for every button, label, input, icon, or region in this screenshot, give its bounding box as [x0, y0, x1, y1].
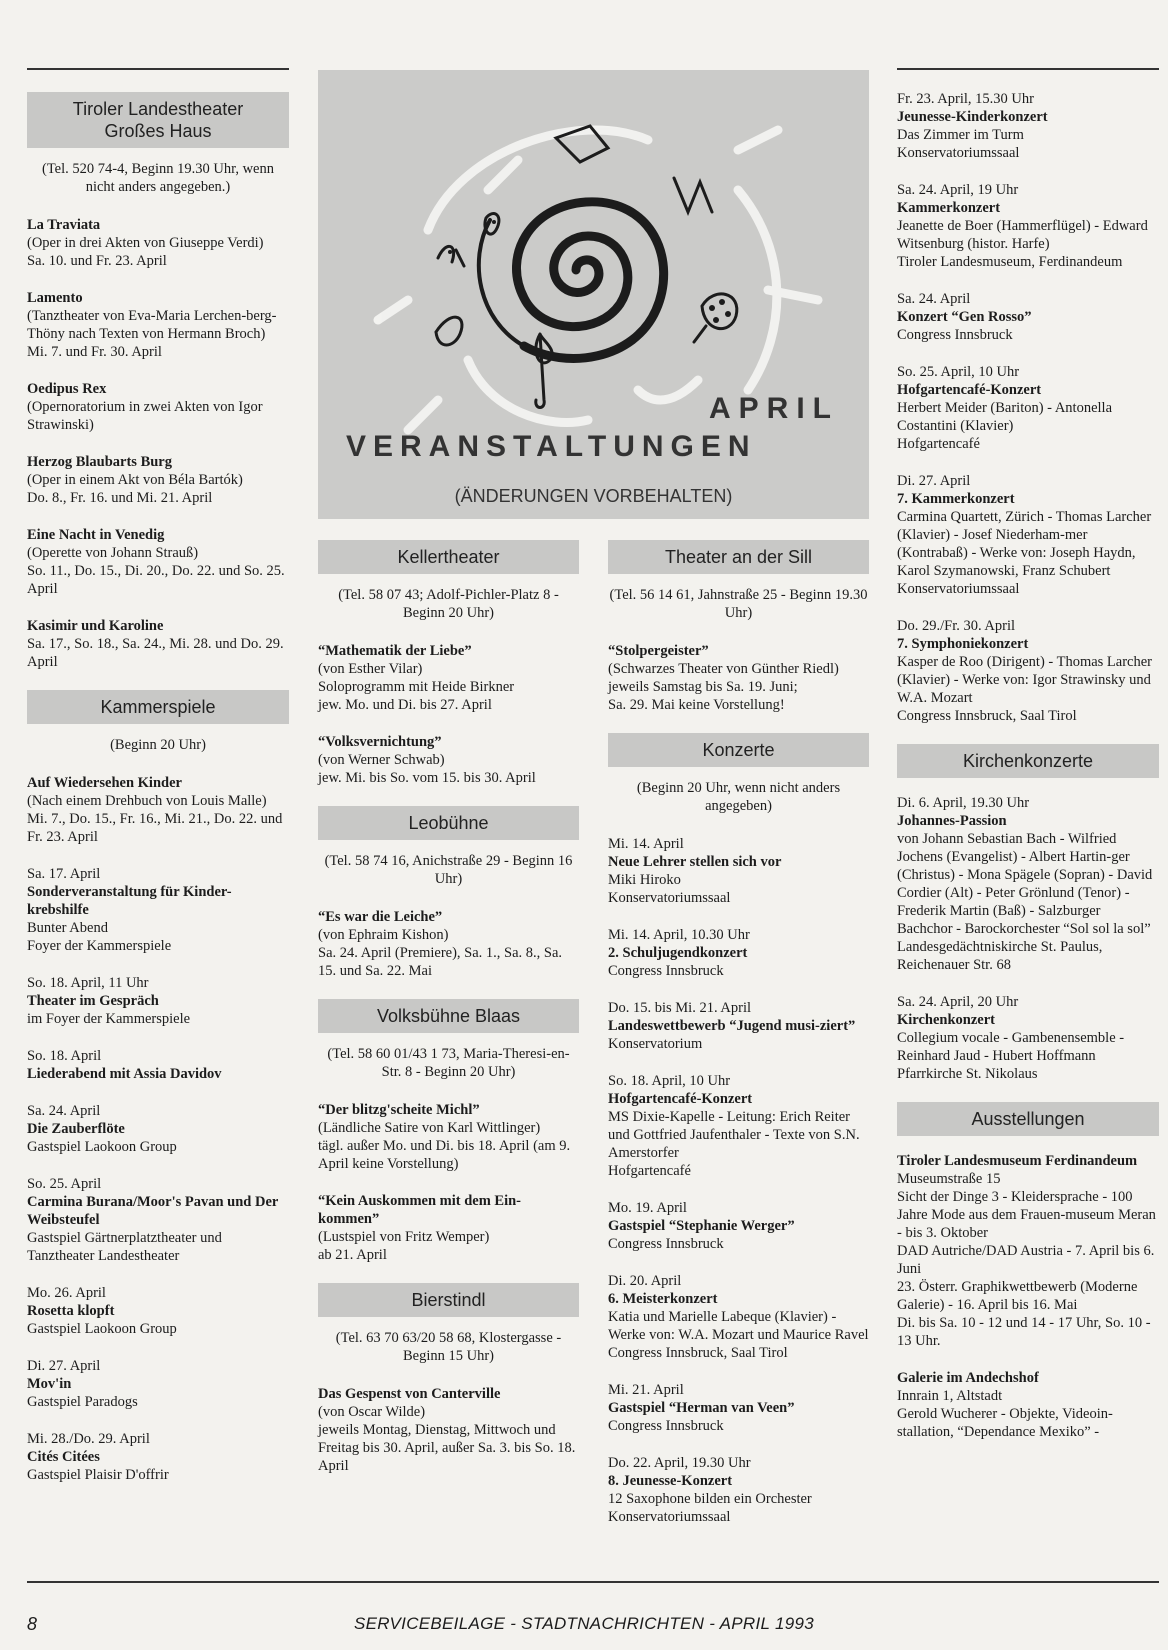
column-konzerte	[897, 90, 1159, 1460]
event-date: Sa. 17. April	[27, 866, 101, 882]
event-item	[897, 993, 1159, 1083]
event-title: Kasimir und Karoline	[27, 618, 164, 634]
event-detail: Hofgartencafé	[897, 436, 980, 452]
event-title: Kirchenkonzert	[897, 1012, 995, 1028]
event-detail: (von Esther Vilar)	[318, 661, 423, 677]
event-list	[318, 1385, 579, 1475]
section-header: Theater an der Sill	[608, 540, 869, 574]
section-header-kammerspiele: Kammerspiele	[27, 690, 289, 724]
event-title: Gastspiel “Stephanie Werger”	[608, 1218, 795, 1234]
event-date: Fr. 23. April, 15.30 Uhr	[897, 91, 1034, 107]
section-header-landestheater: Tiroler Landestheater Großes Haus	[27, 92, 289, 148]
section-header: Bierstindl	[318, 1283, 579, 1317]
event-list	[897, 90, 1159, 725]
event-detail: Konservatoriumssaal	[897, 581, 1020, 597]
event-item	[608, 642, 869, 714]
section-info: (Tel. 63 70 63/20 58 68, Klostergasse - Beginn 15 Uhr)	[335, 1330, 562, 1364]
event-title: Neue Lehrer stellen sich vor	[608, 854, 782, 870]
event-title: Liederabend mit Assia Davidov	[27, 1066, 222, 1082]
event-title: Landeswettbewerb “Jugend musi-ziert”	[608, 1018, 856, 1034]
event-detail: DAD Autriche/DAD Austria - 7. April bis 6. Juni	[897, 1243, 1155, 1277]
event-detail: ab 21. April	[318, 1247, 387, 1263]
event-detail: MS Dixie-Kapelle - Leitung: Erich Reiter und Gottfried Jaufenthaler - Texte von S.N. Amerstorfer	[608, 1109, 860, 1161]
event-detail: Sicht der Dinge 3 - Kleidersprache - 100 Jahre Mode aus dem Frauen-museum Meran - bis 3. Oktober	[897, 1189, 1156, 1241]
event-item	[27, 1430, 289, 1484]
event-list	[318, 1101, 579, 1264]
event-item	[27, 1284, 289, 1338]
event-date: So. 18. April, 11 Uhr	[27, 975, 149, 991]
section-info: (Tel. 58 60 01/43 1 73, Maria-Theresi-en-Str. 8 - Beginn 20 Uhr)	[327, 1046, 570, 1080]
event-date: Mi. 28./Do. 29. April	[27, 1431, 150, 1447]
event-detail: Congress Innsbruck	[608, 1418, 724, 1434]
event-title: Cités Citées	[27, 1449, 100, 1465]
event-detail: Pfarrkirche St. Nikolaus	[897, 1066, 1038, 1082]
event-item	[318, 1101, 579, 1173]
event-item	[897, 181, 1159, 271]
event-detail: Innrain 1, Altstadt	[897, 1388, 1003, 1404]
event-item	[897, 794, 1159, 974]
event-detail: 23. Österr. Graphikwettbewerb (Moderne Galerie) - 16. April bis 16. Mai	[897, 1279, 1138, 1313]
event-date: So. 18. April	[27, 1048, 102, 1064]
event-detail: jeweils Montag, Dienstag, Mittwoch und Freitag bis 30. April, außer Sa. 3. bis So. 18. April	[318, 1422, 576, 1474]
event-item	[897, 1152, 1159, 1350]
event-detail: (von Werner Schwab)	[318, 752, 445, 768]
event-detail: (Opernoratorium in zwei Akten von Igor Strawinski)	[27, 399, 263, 433]
event-detail: Das Zimmer im Turm	[897, 127, 1024, 143]
event-detail: Carmina Quartett, Zürich - Thomas Larcher (Klavier) - Josef Niederham-mer (Kontrabaß) - Werke von: Joseph Haydn, Karol Szymanowski, Franz Schubert	[897, 509, 1152, 579]
event-detail: Landesgedächtniskirche St. Paulus, Reichenauer Str. 68	[897, 939, 1103, 973]
top-rule-left	[27, 68, 289, 70]
section-info: (Tel. 56 14 61, Jahnstraße 25 - Beginn 19.30 Uhr)	[609, 587, 868, 621]
event-detail: Congress Innsbruck	[608, 1236, 724, 1252]
event-title: 7. Kammerkonzert	[897, 491, 1015, 507]
event-item	[608, 835, 869, 907]
event-detail: Do. 8., Fr. 16. und Mi. 21. April	[27, 490, 213, 506]
event-item	[608, 1272, 869, 1362]
event-detail: jeweils Samstag bis Sa. 19. Juni;	[608, 679, 798, 695]
event-detail: (Ländliche Satire von Karl Wittlinger)	[318, 1120, 541, 1136]
poster-artwork	[318, 70, 869, 519]
event-title: Herzog Blaubarts Burg	[27, 454, 172, 470]
event-detail: 12 Saxophone bilden ein Orchester	[608, 1491, 812, 1507]
event-item	[318, 1385, 579, 1475]
event-title: Auf Wiedersehen Kinder	[27, 775, 182, 791]
poster-title-veranstaltungen: VERANSTALTUNGEN	[346, 430, 757, 463]
event-item	[27, 774, 289, 846]
event-detail: Di. bis Sa. 10 - 12 und 14 - 17 Uhr, So. 10 - 13 Uhr.	[897, 1315, 1151, 1349]
event-item	[897, 90, 1159, 162]
event-item	[27, 216, 289, 270]
event-title: Oedipus Rex	[27, 381, 107, 397]
event-detail: Bunter Abend	[27, 920, 108, 936]
poster-title-april: APRIL	[709, 392, 839, 425]
section-header: Konzerte	[608, 733, 869, 767]
event-title: Eine Nacht in Venedig	[27, 527, 165, 543]
event-item	[608, 1199, 869, 1253]
event-date: Do. 29./Fr. 30. April	[897, 618, 1016, 634]
event-date: Di. 20. April	[608, 1273, 682, 1289]
event-list	[608, 835, 869, 1526]
event-detail: (Schwarzes Theater von Günther Riedl)	[608, 661, 839, 677]
column-theater-right	[608, 540, 869, 1545]
event-detail: Gerold Wucherer - Objekte, Videoin-stallation, “Dependance Mexiko” -	[897, 1406, 1113, 1440]
event-date: So. 25. April, 10 Uhr	[897, 364, 1020, 380]
event-list	[27, 216, 289, 671]
event-detail: (Oper in drei Akten von Giuseppe Verdi)	[27, 235, 264, 251]
event-date: Do. 22. April, 19.30 Uhr	[608, 1455, 751, 1471]
event-title: Jeunesse-Kinderkonzert	[897, 109, 1048, 125]
event-detail: Gastspiel Laokoon Group	[27, 1321, 177, 1337]
event-title: Galerie im Andechshof	[897, 1370, 1039, 1386]
event-title: 6. Meisterkonzert	[608, 1291, 718, 1307]
poster-subtitle: (ÄNDERUNGEN VORBEHALTEN)	[454, 486, 733, 506]
footer-title: SERVICEBEILAGE - STADTNACHRICHTEN - APRIL 1993	[353, 1614, 815, 1633]
event-detail: Sa. 29. Mai keine Vorstellung!	[608, 697, 785, 713]
event-item	[897, 472, 1159, 598]
event-detail: (Tanztheater von Eva-Maria Lerchen-berg-Thöny nach Texten von Hermann Broch)	[27, 308, 277, 342]
section-header: Leobühne	[318, 806, 579, 840]
event-detail: Mi. 7. und Fr. 30. April	[27, 344, 162, 360]
event-detail: Jeanette de Boer (Hammerflügel) - Edward Witsenburg (histor. Harfe)	[897, 218, 1148, 252]
event-item	[608, 1454, 869, 1526]
event-title: Rosetta klopft	[27, 1303, 115, 1319]
event-detail: Gastspiel Plaisir D'offrir	[27, 1467, 169, 1483]
section-header-ausstellungen: Ausstellungen	[897, 1102, 1159, 1136]
event-date: Sa. 24. April, 19 Uhr	[897, 182, 1019, 198]
event-title: “Der blitzg'scheite Michl”	[318, 1102, 480, 1118]
event-detail: Congress Innsbruck	[608, 963, 724, 979]
event-detail: (Lustspiel von Fritz Wemper)	[318, 1229, 490, 1245]
event-detail: Congress Innsbruck, Saal Tirol	[897, 708, 1077, 724]
event-item	[318, 908, 579, 980]
event-date: Sa. 24. April, 20 Uhr	[897, 994, 1019, 1010]
event-date: Do. 15. bis Mi. 21. April	[608, 1000, 751, 1016]
event-list	[608, 642, 869, 714]
event-item	[27, 974, 289, 1028]
page-number: 8	[27, 1614, 38, 1634]
event-item	[318, 733, 579, 787]
event-detail: (von Oscar Wilde)	[318, 1404, 426, 1420]
event-item	[27, 865, 289, 955]
event-title: “Volksvernichtung”	[318, 734, 442, 750]
event-title: 7. Symphoniekonzert	[897, 636, 1029, 652]
event-detail: Katia und Marielle Labeque (Klavier) - Werke von: W.A. Mozart und Maurice Ravel	[608, 1309, 869, 1343]
event-title: Die Zauberflöte	[27, 1121, 125, 1137]
event-title: La Traviata	[27, 217, 101, 233]
event-title: Tiroler Landesmuseum Ferdinandeum	[897, 1153, 1138, 1169]
event-title: Sonderveranstaltung für Kinder-krebshilfe	[27, 884, 232, 918]
event-item	[27, 617, 289, 671]
event-date: Mo. 19. April	[608, 1200, 687, 1216]
event-item	[318, 1192, 579, 1264]
bottom-rule	[27, 1581, 1159, 1583]
event-detail: Kasper de Roo (Dirigent) - Thomas Larcher (Klavier) - Werke von: Igor Strawinsky und W.A. Mozart	[897, 654, 1153, 706]
event-item	[608, 1072, 869, 1180]
event-item	[27, 289, 289, 361]
event-detail: tägl. außer Mo. und Di. bis 18. April (am 9. April keine Vorstellung)	[318, 1138, 571, 1172]
event-title: “Stolpergeister”	[608, 643, 709, 659]
event-detail: Sa. 10. und Fr. 23. April	[27, 253, 167, 269]
event-item	[27, 380, 289, 434]
section-info: (Beginn 20 Uhr, wenn nicht anders angegeben)	[636, 780, 841, 814]
event-detail: jew. Mi. bis So. vom 15. bis 30. April	[318, 770, 536, 786]
section-info: (Tel. 520 74-4, Beginn 19.30 Uhr, wenn nicht anders angegeben.)	[42, 161, 274, 195]
event-title: Mov'in	[27, 1376, 72, 1392]
event-item	[897, 1369, 1159, 1441]
event-date: Di. 27. April	[27, 1358, 101, 1374]
event-detail: Foyer der Kammerspiele	[27, 938, 172, 954]
event-title: 2. Schuljugendkonzert	[608, 945, 748, 961]
event-detail: Hofgartencafé	[608, 1163, 691, 1179]
event-item	[608, 926, 869, 980]
section-header: Kellertheater	[318, 540, 579, 574]
event-title: Konzert “Gen Rosso”	[897, 309, 1032, 325]
event-item	[608, 1381, 869, 1435]
section-info: (Tel. 58 74 16, Anichstraße 29 - Beginn 16 Uhr)	[324, 853, 573, 887]
column-theater-left	[318, 540, 579, 1494]
event-title: Hofgartencafé-Konzert	[897, 382, 1042, 398]
event-detail: Herbert Meider (Bariton) - Antonella Costantini (Klavier)	[897, 400, 1113, 434]
event-detail: Museumstraße 15	[897, 1171, 1001, 1187]
column-landestheater	[27, 92, 289, 1503]
event-detail: jew. Mo. und Di. bis 27. April	[318, 697, 492, 713]
event-detail: (Operette von Johann Strauß)	[27, 545, 199, 561]
event-item	[27, 1102, 289, 1156]
event-detail: von Johann Sebastian Bach - Wilfried Jochens (Evangelist) - Albert Hartin-ger (Christus) - Mona Spägele (Sopran) - David Cordier (Alt) - Peter Grönlund (Tenor) -Frederik Martin (Baß) - Salzburger Bachchor - Barockorchester “Sol sol la sol”	[897, 831, 1153, 937]
event-item	[27, 526, 289, 598]
event-item	[897, 617, 1159, 725]
event-title: “Mathematik der Liebe”	[318, 643, 472, 659]
event-detail: Konservatoriumssaal	[897, 145, 1020, 161]
event-date: Sa. 24. April	[27, 1103, 101, 1119]
event-item	[318, 642, 579, 714]
event-detail: Miki Hiroko	[608, 872, 681, 888]
event-list	[318, 642, 579, 787]
event-detail: Gastspiel Laokoon Group	[27, 1139, 177, 1155]
event-detail: Congress Innsbruck	[897, 327, 1013, 343]
event-title: Carmina Burana/Moor's Pavan und Der Weibsteufel	[27, 1194, 279, 1228]
event-item	[897, 363, 1159, 453]
event-date: So. 25. April	[27, 1176, 102, 1192]
event-detail: im Foyer der Kammerspiele	[27, 1011, 191, 1027]
event-date: Mo. 26. April	[27, 1285, 106, 1301]
event-detail: Congress Innsbruck, Saal Tirol	[608, 1345, 788, 1361]
event-title: Gastspiel “Herman van Veen”	[608, 1400, 795, 1416]
event-detail: Sa. 17., So. 18., Sa. 24., Mi. 28. und Do. 29. April	[27, 636, 284, 670]
event-date: Sa. 24. April	[897, 291, 971, 307]
event-title: “Es war die Leiche”	[318, 909, 443, 925]
top-rule-right	[897, 68, 1159, 70]
event-item	[27, 1175, 289, 1265]
event-title: Hofgartencafé-Konzert	[608, 1091, 753, 1107]
event-detail: Tiroler Landesmuseum, Ferdinandeum	[897, 254, 1123, 270]
event-item	[27, 453, 289, 507]
event-list	[318, 908, 579, 980]
event-title: Theater im Gespräch	[27, 993, 159, 1009]
event-detail: Konservatoriumssaal	[608, 890, 731, 906]
event-item	[608, 999, 869, 1053]
section-header: Volksbühne Blaas	[318, 999, 579, 1033]
event-date: Mi. 21. April	[608, 1382, 684, 1398]
event-title: 8. Jeunesse-Konzert	[608, 1473, 733, 1489]
event-item	[897, 290, 1159, 344]
event-detail: (Nach einem Drehbuch von Louis Malle)	[27, 793, 267, 809]
event-date: So. 18. April, 10 Uhr	[608, 1073, 731, 1089]
event-detail: Gastspiel Gärtnerplatztheater und Tanztheater Landestheater	[27, 1230, 222, 1264]
event-detail: (Oper in einem Akt von Béla Bartók)	[27, 472, 243, 488]
event-item	[27, 1047, 289, 1083]
event-list	[897, 1152, 1159, 1441]
section-info: (Beginn 20 Uhr)	[110, 737, 206, 753]
event-detail: Soloprogramm mit Heide Birkner	[318, 679, 515, 695]
event-list	[27, 774, 289, 1484]
event-title: Johannes-Passion	[897, 813, 1007, 829]
event-detail: Collegium vocale - Gambenensemble - Reinhard Jaud - Hubert Hoffmann	[897, 1030, 1125, 1064]
event-title: “Kein Auskommen mit dem Ein-kommen”	[318, 1193, 522, 1227]
event-date: Di. 27. April	[897, 473, 971, 489]
event-detail: Gastspiel Paradogs	[27, 1394, 138, 1410]
event-detail: (von Ephraim Kishon)	[318, 927, 449, 943]
event-title: Lamento	[27, 290, 83, 306]
event-item	[27, 1357, 289, 1411]
section-header-kirchenkonzerte: Kirchenkonzerte	[897, 744, 1159, 778]
event-detail: So. 11., Do. 15., Di. 20., Do. 22. und So. 25. April	[27, 563, 285, 597]
event-detail: Sa. 24. April (Premiere), Sa. 1., Sa. 8., Sa. 15. und Sa. 22. Mai	[318, 945, 563, 979]
event-detail: Konservatorium	[608, 1036, 703, 1052]
event-date: Mi. 14. April	[608, 836, 684, 852]
event-list	[897, 794, 1159, 1083]
event-date: Di. 6. April, 19.30 Uhr	[897, 795, 1030, 811]
event-title: Kammerkonzert	[897, 200, 1001, 216]
event-detail: Konservatoriumssaal	[608, 1509, 731, 1525]
event-detail: Mi. 7., Do. 15., Fr. 16., Mi. 21., Do. 22. und Fr. 23. April	[27, 811, 283, 845]
event-title: Das Gespenst von Canterville	[318, 1386, 501, 1402]
section-info: (Tel. 58 07 43; Adolf-Pichler-Platz 8 - Beginn 20 Uhr)	[338, 587, 559, 621]
event-date: Mi. 14. April, 10.30 Uhr	[608, 927, 750, 943]
